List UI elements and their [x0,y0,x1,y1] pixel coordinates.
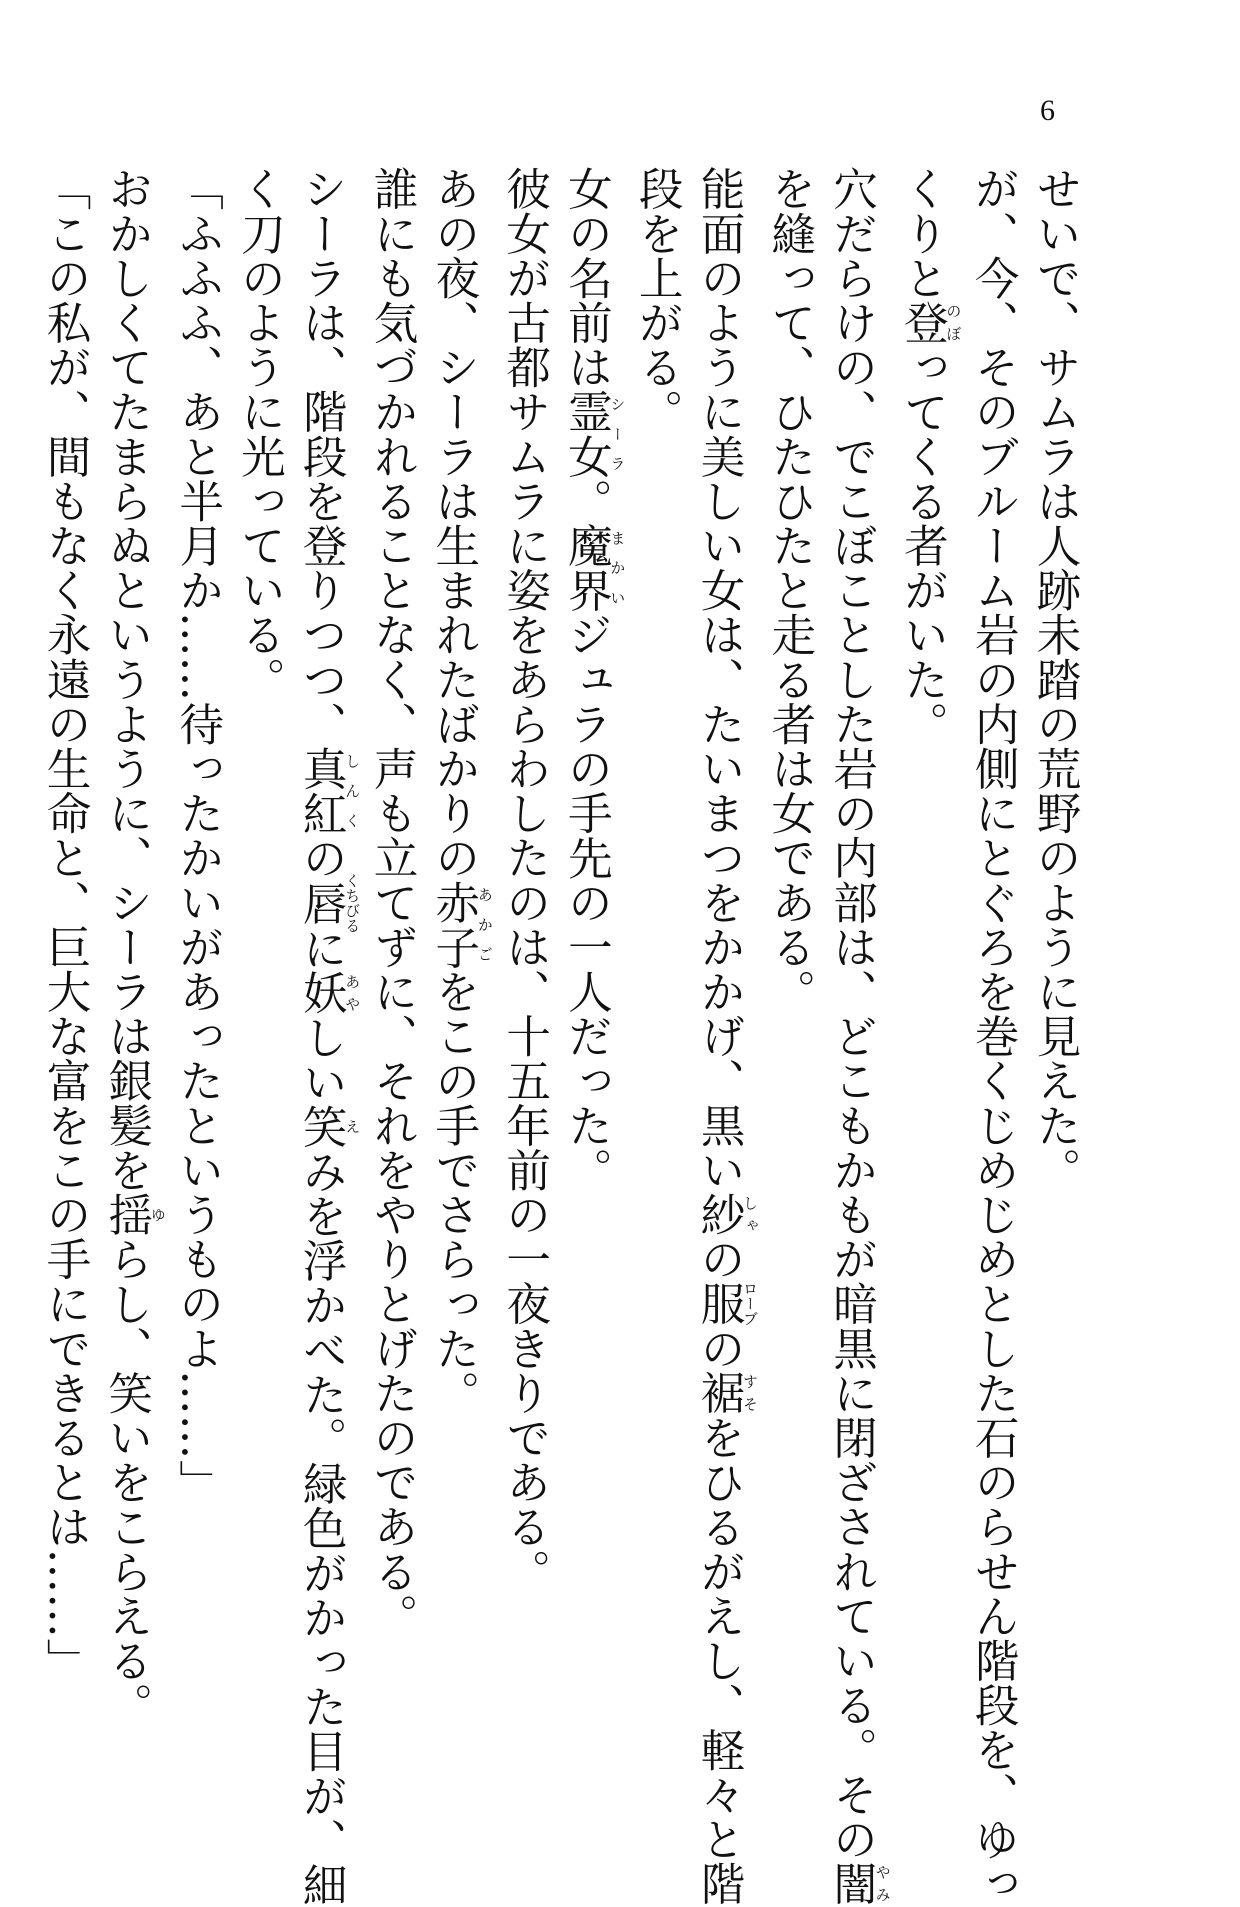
ruby-base: 霊女 [560,389,613,479]
text-line [1023,166,1085,1596]
text-line [625,166,687,1596]
text-segment: 「この私が、間もなく永遠の生命と、巨大な富をこの手にできるとは……」 [39,166,92,1683]
ruby-reading: くちびる [343,872,362,933]
text-line [228,166,290,1596]
body-text [39,166,1085,1907]
text-segment: おかしくてたまらぬというように、シーラは銀髪を [100,166,153,1192]
ruby-annotation [295,745,362,836]
text-segment: を縫って、ひたひたと走る者は女である。 [763,166,816,1014]
ruby-annotation [693,1280,760,1326]
text-line [33,166,95,1683]
text-segment: をひるがえし、軽々と階 [693,1414,746,1906]
ruby-base: 服 [693,1280,746,1326]
text-segment: 能面のように美しい女は、たいまつをかかげ、黒い [693,166,746,1192]
text-line [687,166,760,1906]
text-line [422,166,493,1596]
ruby-base: 闇 [825,1860,878,1906]
ruby-base: 真紅 [295,745,348,836]
ruby-reading: しんく [343,745,362,835]
text-line [166,166,228,1596]
text-segment: 。 [560,478,613,523]
ruby-base: 揺 [100,1191,153,1237]
text-segment: ってくる者がいた。 [896,344,949,746]
ruby-annotation [693,1191,760,1237]
text-line [758,166,820,1596]
ruby-reading: ローブ [741,1280,760,1326]
text-segment: しい [295,1014,348,1105]
ruby-base: 赤子 [427,879,480,969]
ruby-reading: しゃ [741,1191,760,1237]
ruby-base: 魔界 [560,522,613,613]
ruby-annotation [693,1370,760,1415]
text-segment: の [295,835,348,880]
text-segment: ジュラの手先の一人だった。 [560,612,613,1192]
text-segment: らし、笑いをこらえる。 [100,1236,153,1728]
ruby-reading: まかい [608,522,627,612]
ruby-annotation [896,299,963,345]
ruby-annotation [560,389,627,479]
text-segment: に [295,925,348,971]
text-segment: の [693,1325,746,1371]
ruby-reading: あや [343,970,362,1015]
text-segment: 女の名前は [560,166,613,389]
page-number: 6 [1040,94,1055,127]
text-segment: の [693,1236,746,1282]
ruby-reading: え [343,1104,362,1149]
text-line [289,166,362,1907]
text-segment: 段を上がる。 [631,166,684,434]
ruby-reading: あかご [475,879,494,969]
ruby-annotation [560,522,627,613]
ruby-annotation [100,1191,167,1237]
ruby-annotation [295,1104,362,1149]
text-line [360,166,422,1638]
ruby-base: 紗 [693,1191,746,1237]
ruby-annotation [295,970,362,1015]
text-segment: 誰にも気づかれることなく、声も立てずに、それをやりとげたのである。 [366,166,419,1638]
text-segment: 「ふふふ、あと半月か……待ったかいがあったというものよ……」 [171,166,224,1504]
text-line [820,166,892,1906]
ruby-reading: のぼ [944,299,963,345]
ruby-reading: すそ [741,1370,760,1415]
ruby-annotation [427,879,494,969]
text-segment: をこの手でさらった。 [427,968,480,1415]
text-segment: くりと [896,166,949,300]
text-line [555,166,626,1596]
ruby-base: 登 [896,299,949,345]
text-segment: あの夜、シーラは生まれたばかりの [427,166,480,880]
text-line [891,166,962,1596]
text-segment: シーラは、階段を登りつつ、 [295,166,348,746]
text-segment: 彼女が古都サムラに姿をあらわしたのは、十五年前の一夜きりである。 [498,166,551,1594]
text-segment: 穴だらけの、でこぼことした岩の内部は、どこもかもが暗黒に閉ざされている。その [825,166,878,1861]
ruby-base: 笑 [295,1104,348,1149]
text-line [493,166,555,1596]
text-segment: みを浮かべた。緑色がかった目が、細 [295,1148,348,1907]
text-line [95,166,167,1728]
ruby-base: 唇 [295,872,348,933]
ruby-reading: やみ [873,1860,892,1906]
text-line [961,166,1023,1906]
text-segment: せいで、サムラは人跡未踏の荒野のように見えた。 [1029,166,1081,1192]
text-segment: が、今、そのブルーム岩の内側にとぐろを巻くじめじめとした石のらせん階段を、ゆっ [967,166,1020,1906]
ruby-reading: ゆ [148,1191,167,1237]
text-segment: く刀のように光っている。 [233,166,286,702]
ruby-base: 裾 [693,1370,746,1415]
ruby-base: 妖 [295,970,348,1015]
ruby-annotation [825,1860,892,1906]
ruby-reading: シーラ [608,389,627,479]
ruby-annotation [295,872,362,933]
